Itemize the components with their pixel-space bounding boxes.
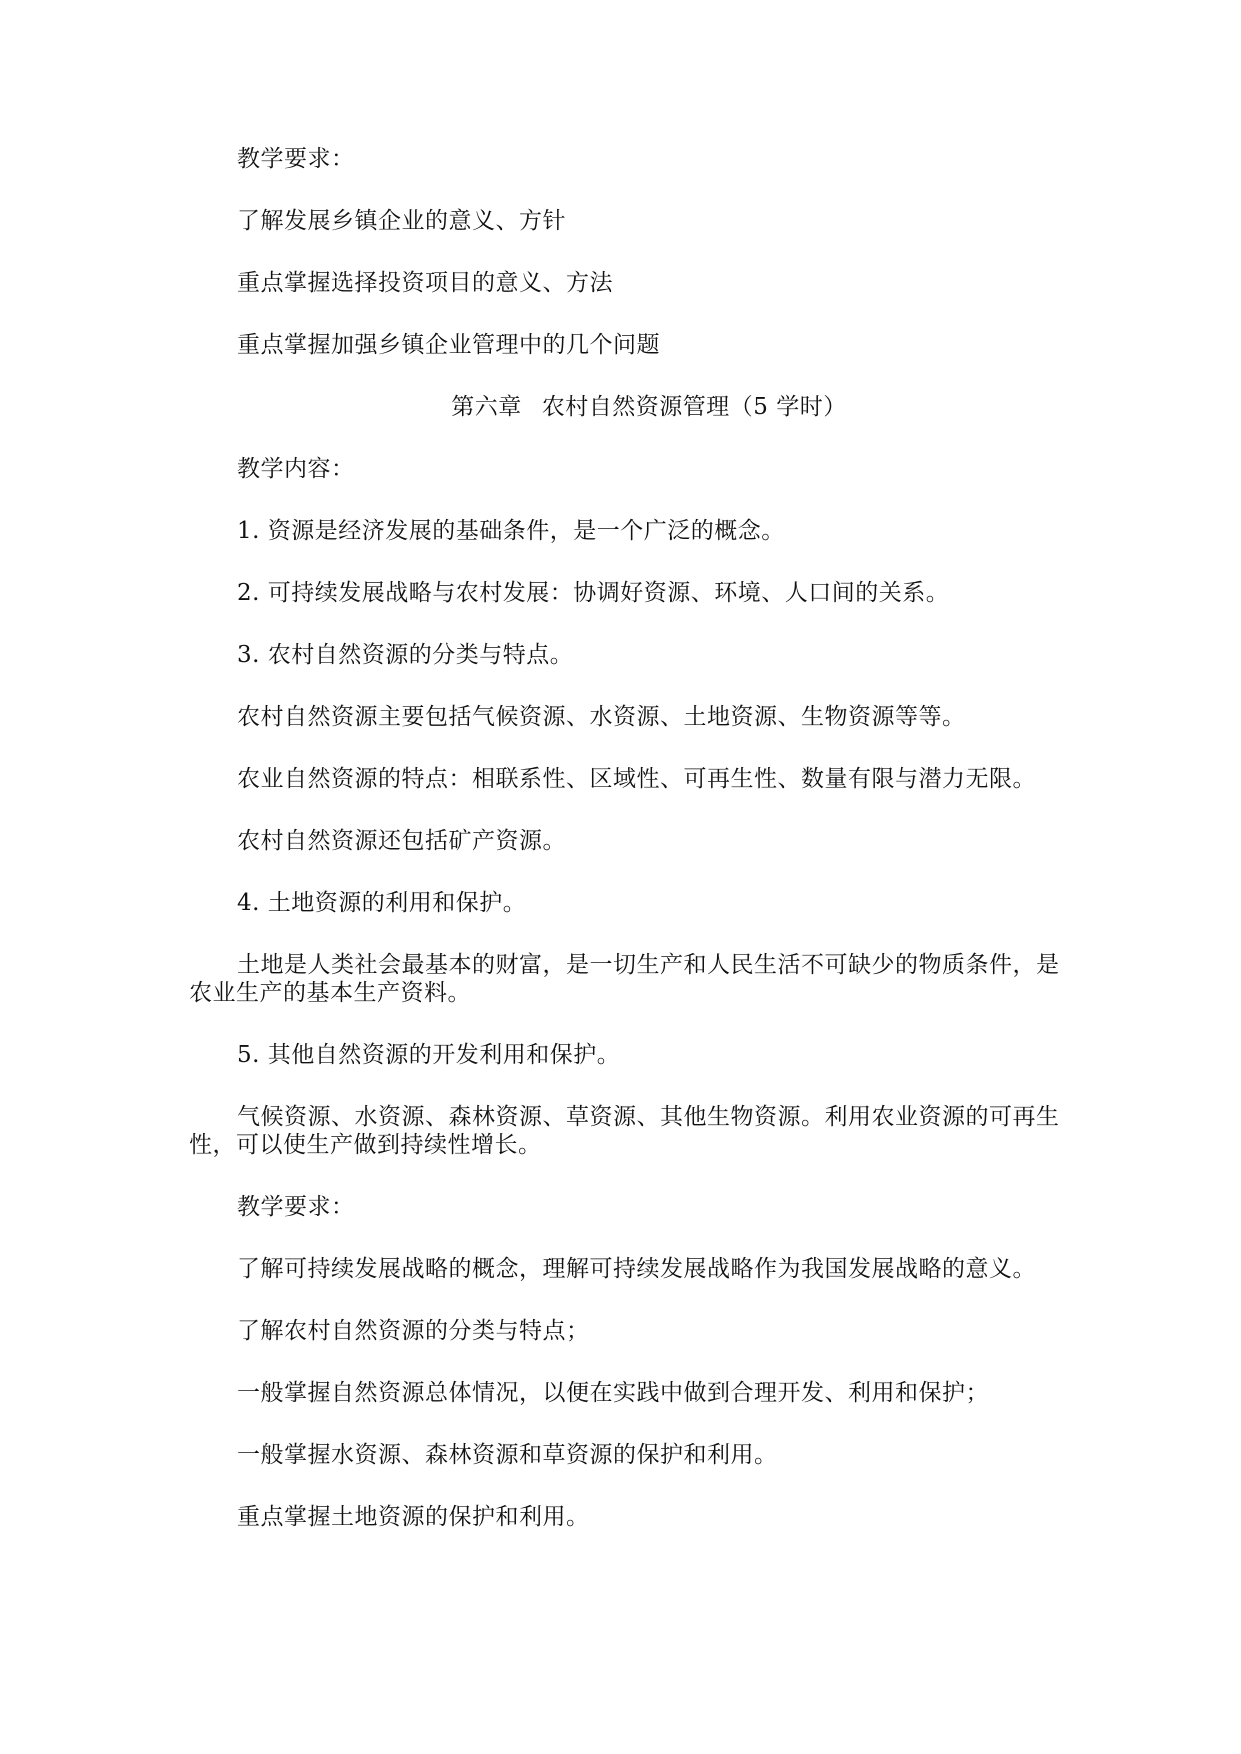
content-paragraph: 农村自然资源主要包括气候资源、水资源、土地资源、生物资源等等。 [237, 704, 966, 730]
requirement-item: 了解农村自然资源的分类与特点； [237, 1318, 590, 1344]
content-paragraph: 气候资源、水资源、森林资源、草资源、其他生物资源。利用农业资源的可再生性，可以使生产做到持续性增长。 [189, 1104, 1060, 1158]
chapter-title: 农村自然资源管理（5 学时） [541, 394, 847, 420]
document-body [189, 145, 1069, 1531]
content-paragraph: 农村自然资源还包括矿产资源。 [237, 828, 566, 854]
requirements-heading: 教学要求： [237, 1194, 355, 1220]
requirement-item: 了解可持续发展战略的概念，理解可持续发展战略作为我国发展战略的意义。 [237, 1256, 1036, 1282]
content-paragraph: 土地是人类社会最基本的财富，是一切生产和人民生活不可缺少的物质条件，是农业生产的基本生产资料。 [189, 952, 1060, 1006]
content-paragraph: 2. 可持续发展战略与农村发展：协调好资源、环境、人口间的关系。 [237, 580, 950, 606]
requirement-item: 重点掌握土地资源的保护和利用。 [237, 1504, 590, 1530]
requirement-item: 了解发展乡镇企业的意义、方针 [237, 208, 566, 234]
chapter-heading [189, 393, 1069, 421]
content-paragraph: 5. 其他自然资源的开发利用和保护。 [237, 1042, 621, 1068]
content-paragraph: 4. 土地资源的利用和保护。 [237, 890, 527, 916]
requirements-heading: 教学要求： [237, 146, 355, 172]
content-paragraph: 3. 农村自然资源的分类与特点。 [237, 642, 574, 668]
content-heading: 教学内容： [237, 456, 355, 482]
content-paragraph: 农业自然资源的特点：相联系性、区域性、可再生性、数量有限与潜力无限。 [237, 766, 1036, 792]
requirement-item: 一般掌握自然资源总体情况，以便在实践中做到合理开发、利用和保护； [237, 1380, 989, 1406]
requirement-item: 一般掌握水资源、森林资源和草资源的保护和利用。 [237, 1442, 778, 1468]
requirement-item: 重点掌握选择投资项目的意义、方法 [237, 270, 613, 296]
chapter-number: 第六章 [451, 394, 522, 420]
content-paragraph: 1. 资源是经济发展的基础条件，是一个广泛的概念。 [237, 518, 785, 544]
requirement-item: 重点掌握加强乡镇企业管理中的几个问题 [237, 332, 660, 358]
